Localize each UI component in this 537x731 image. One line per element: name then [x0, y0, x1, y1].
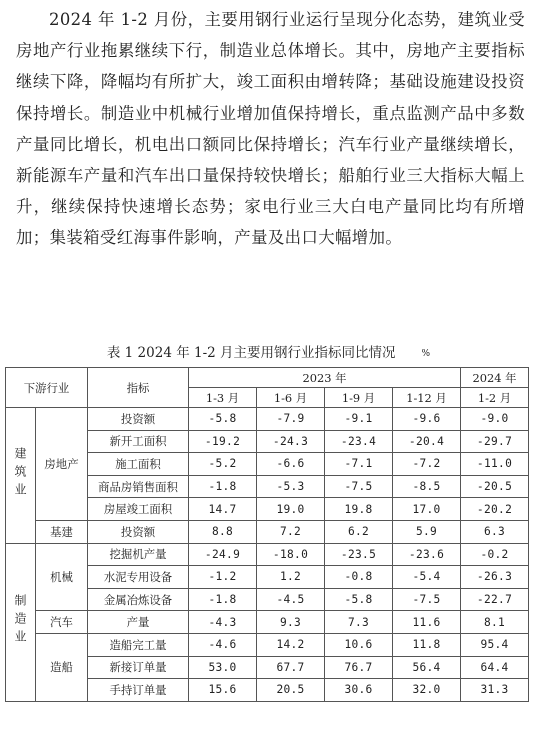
caption-text: 表 1 2024 年 1-2 月主要用钢行业指标同比情况 [106, 345, 396, 361]
value-cell: -4.3 [189, 611, 257, 634]
value-cell: 20.5 [257, 679, 325, 702]
value-cell: -4.5 [257, 588, 325, 611]
value-cell: 32.0 [393, 679, 461, 702]
indicator-cell: 水泥专用设备 [88, 566, 189, 589]
table-caption [0, 341, 537, 361]
indicator-cell: 金属冶炼设备 [88, 588, 189, 611]
value-cell: 53.0 [189, 656, 257, 679]
value-cell: -7.1 [325, 453, 393, 476]
value-cell: -23.6 [393, 543, 461, 566]
value-cell: 10.6 [325, 633, 393, 656]
value-cell: -22.7 [461, 588, 529, 611]
value-cell: -0.8 [325, 566, 393, 589]
section-label: 制造业 [13, 593, 27, 648]
group-real-estate: 房地产 [36, 408, 88, 521]
steel-industry-table [5, 367, 529, 702]
header-period: 1-9 月 [325, 388, 393, 408]
value-cell: -5.8 [189, 408, 257, 431]
header-year-2023: 2023 年 [189, 368, 461, 388]
unit-label: % [421, 348, 431, 359]
indicator-cell: 投资额 [88, 520, 189, 543]
value-cell: -20.4 [393, 430, 461, 453]
value-cell: -9.6 [393, 408, 461, 431]
value-cell: 7.2 [257, 520, 325, 543]
header-indicator: 指标 [88, 368, 189, 408]
section-label: 建筑业 [13, 446, 27, 501]
value-cell: -5.3 [257, 475, 325, 498]
header-industry: 下游行业 [6, 368, 88, 408]
value-cell: 14.7 [189, 498, 257, 521]
indicator-cell: 造船完工量 [88, 633, 189, 656]
section-manufacturing [6, 543, 36, 701]
value-cell: 1.2 [257, 566, 325, 589]
value-cell: 6.2 [325, 520, 393, 543]
value-cell: -7.2 [393, 453, 461, 476]
value-cell: -18.0 [257, 543, 325, 566]
value-cell: 8.1 [461, 611, 529, 634]
indicator-cell: 投资额 [88, 408, 189, 431]
indicator-cell: 施工面积 [88, 453, 189, 476]
value-cell: 14.2 [257, 633, 325, 656]
indicator-cell: 新接订单量 [88, 656, 189, 679]
value-cell: 6.3 [461, 520, 529, 543]
section-construction [6, 408, 36, 544]
value-cell: 95.4 [461, 633, 529, 656]
header-year-2024: 2024 年 [461, 368, 529, 388]
indicator-cell: 手持订单量 [88, 679, 189, 702]
table-row [6, 611, 529, 634]
value-cell: -11.0 [461, 453, 529, 476]
header-period: 1-12 月 [393, 388, 461, 408]
table-row [6, 520, 529, 543]
value-cell: -0.2 [461, 543, 529, 566]
value-cell: -5.8 [325, 588, 393, 611]
value-cell: -6.6 [257, 453, 325, 476]
value-cell: -26.3 [461, 566, 529, 589]
header-period: 1-3 月 [189, 388, 257, 408]
value-cell: 11.6 [393, 611, 461, 634]
value-cell: 15.6 [189, 679, 257, 702]
value-cell: -8.5 [393, 475, 461, 498]
value-cell: -19.2 [189, 430, 257, 453]
value-cell: 31.3 [461, 679, 529, 702]
header-row-1 [6, 368, 529, 388]
value-cell: -9.1 [325, 408, 393, 431]
header-period: 1-2 月 [461, 388, 529, 408]
value-cell: 11.8 [393, 633, 461, 656]
group-infrastructure: 基建 [36, 520, 88, 543]
value-cell: 19.8 [325, 498, 393, 521]
value-cell: 67.7 [257, 656, 325, 679]
value-cell: -23.5 [325, 543, 393, 566]
value-cell: -7.9 [257, 408, 325, 431]
group-machinery: 机械 [36, 543, 88, 611]
value-cell: -1.2 [189, 566, 257, 589]
value-cell: -7.5 [393, 588, 461, 611]
value-cell: 5.9 [393, 520, 461, 543]
value-cell: 30.6 [325, 679, 393, 702]
value-cell: 8.8 [189, 520, 257, 543]
value-cell: -24.9 [189, 543, 257, 566]
value-cell: -24.3 [257, 430, 325, 453]
value-cell: 19.0 [257, 498, 325, 521]
table-row [6, 633, 529, 656]
header-period: 1-6 月 [257, 388, 325, 408]
indicator-cell: 产量 [88, 611, 189, 634]
value-cell: 17.0 [393, 498, 461, 521]
value-cell: 76.7 [325, 656, 393, 679]
value-cell: -7.5 [325, 475, 393, 498]
value-cell: 64.4 [461, 656, 529, 679]
value-cell: -29.7 [461, 430, 529, 453]
table-row [6, 408, 529, 431]
value-cell: -23.4 [325, 430, 393, 453]
value-cell: -1.8 [189, 588, 257, 611]
indicator-cell: 挖掘机产量 [88, 543, 189, 566]
indicator-cell: 房屋竣工面积 [88, 498, 189, 521]
group-shipbuilding: 造船 [36, 633, 88, 701]
table-row [6, 543, 529, 566]
indicator-cell: 商品房销售面积 [88, 475, 189, 498]
value-cell: 56.4 [393, 656, 461, 679]
value-cell: -5.2 [189, 453, 257, 476]
value-cell: -1.8 [189, 475, 257, 498]
value-cell: -20.5 [461, 475, 529, 498]
value-cell: -20.2 [461, 498, 529, 521]
indicator-cell: 新开工面积 [88, 430, 189, 453]
value-cell: 7.3 [325, 611, 393, 634]
body-paragraph: 2024 年 1-2 月份，主要用钢行业运行呈现分化态势，建筑业受房地产行业拖累继续下行，制造业总体增长。其中，房地产主要指标继续下降，降幅均有所扩大，竣工面积由增转降；基础设施建设投资保持增长。制造业中机械行业增加值保持增长，重点监测产品中多数产量同比增长，机电出口额同比保持增长；汽车行业产量继续增长，新能源车产量和汽车出口量保持较快增长；船舶行业三大指标大幅上升，继续保持快速增长态势；家电行业三大白电产量同比均有所增加；集装箱受红海事件影响，产量及出口大幅增加。 [16, 10, 525, 248]
group-auto: 汽车 [36, 611, 88, 634]
value-cell: -5.4 [393, 566, 461, 589]
value-cell: -4.6 [189, 633, 257, 656]
value-cell: 9.3 [257, 611, 325, 634]
value-cell: -9.0 [461, 408, 529, 431]
